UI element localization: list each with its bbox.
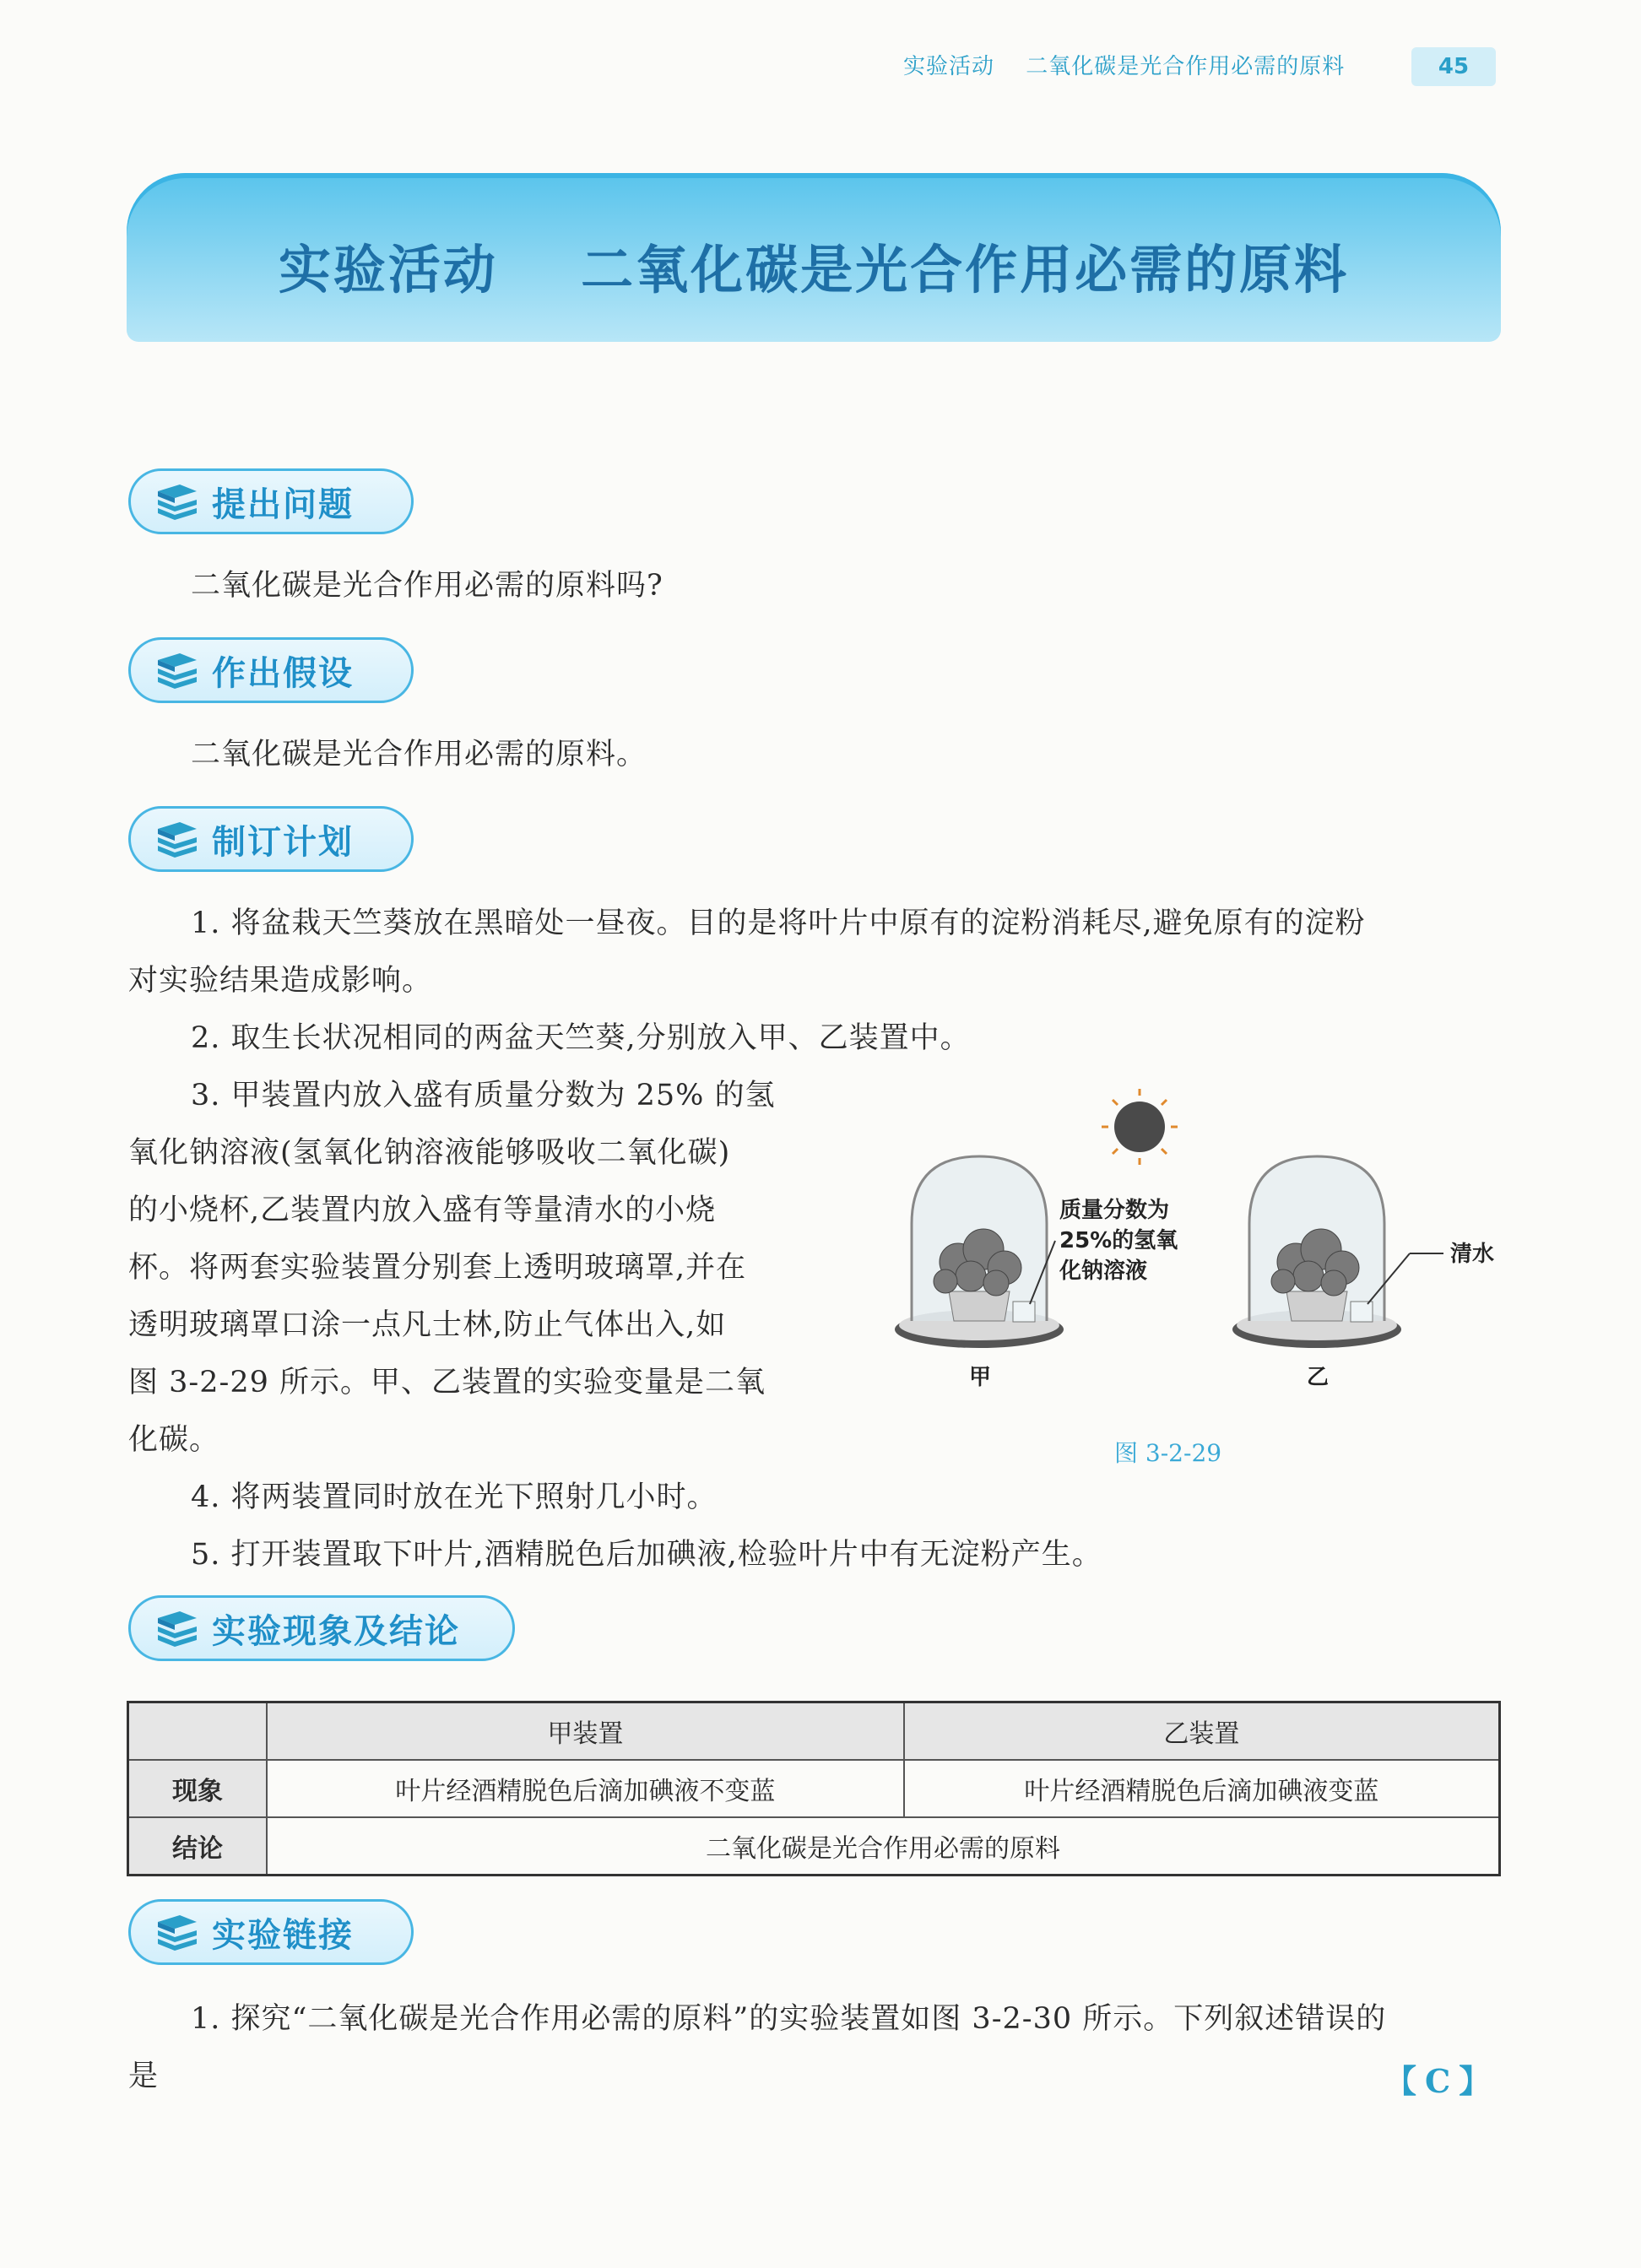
section-heading-result	[128, 1595, 515, 1661]
result-table	[127, 1701, 1501, 1876]
table-cell: 叶片经酒精脱色后滴加碘液变蓝	[904, 1760, 1500, 1817]
page-title: 实验活动 二氧化碳是光合作用必需的原料	[278, 239, 1350, 300]
apparatus-b	[1232, 1156, 1401, 1348]
answer-close: 】	[1459, 2062, 1500, 2100]
figure-caption: 图 3-2-29	[1114, 1439, 1222, 1467]
plan-step-3-line: 透明玻璃罩口涂一点凡士林,防止气体出入,如	[128, 1308, 727, 1342]
table-row-head-phenomenon: 现象	[128, 1760, 268, 1817]
label-water: 清水	[1450, 1242, 1495, 1267]
section-heading-hypothesis	[128, 637, 414, 703]
plan-step-3-line: 化碳。	[128, 1423, 220, 1457]
table-header-b: 乙装置	[904, 1702, 1500, 1761]
section-heading-label: 实验现象及结论	[212, 1611, 460, 1651]
hypothesis-text: 二氧化碳是光合作用必需的原料。	[191, 738, 647, 771]
section-heading-label: 制订计划	[212, 822, 354, 862]
link-question-line-2: 是	[128, 2060, 160, 2093]
section-heading-label: 作出假设	[212, 653, 354, 693]
running-header	[903, 49, 1368, 80]
plan-step-4: 4. 将两装置同时放在光下照射几小时。	[191, 1480, 718, 1514]
table-row-head-conclusion: 结论	[128, 1817, 268, 1876]
header-chapter: 二氧化碳是光合作用必需的原料	[1026, 54, 1346, 79]
table-cell: 叶片经酒精脱色后滴加碘液不变蓝	[267, 1760, 904, 1817]
label-naoh-line-2: 25%的氢氧	[1059, 1228, 1178, 1253]
plan-step-3-line: 3. 甲装置内放入盛有质量分数为 25% 的氢	[191, 1079, 776, 1112]
plan-step-2: 2. 取生长状况相同的两盆天竺葵,分别放入甲、乙装置中。	[191, 1021, 971, 1055]
table-row	[128, 1760, 1500, 1817]
section-heading-link	[128, 1899, 414, 1965]
book-stack-icon	[154, 1913, 200, 1951]
book-stack-icon	[154, 652, 200, 689]
table-corner	[128, 1702, 268, 1761]
table-row	[128, 1702, 1500, 1761]
page-number: 45	[1411, 47, 1496, 86]
plan-step-3-line: 杯。将两套实验装置分别套上透明玻璃罩,并在	[128, 1251, 747, 1285]
table-cell: 二氧化碳是光合作用必需的原料	[267, 1817, 1500, 1876]
plan-step-3-line: 的小烧杯,乙装置内放入盛有等量清水的小烧	[128, 1194, 717, 1227]
section-heading-question	[128, 468, 414, 534]
section-heading-label: 实验链接	[212, 1915, 354, 1955]
plan-step-5: 5. 打开装置取下叶片,酒精脱色后加碘液,检验叶片中有无淀粉产生。	[191, 1538, 1102, 1572]
question-text: 二氧化碳是光合作用必需的原料吗?	[191, 569, 663, 603]
plan-step-1-line-2: 对实验结果造成影响。	[128, 964, 433, 998]
plan-step-3-line: 氧化钠溶液(氢氧化钠溶液能够吸收二氧化碳)	[128, 1136, 731, 1170]
sun-icon	[1102, 1089, 1178, 1165]
section-heading-label: 提出问题	[212, 484, 354, 524]
section-heading-plan	[128, 806, 414, 872]
label-naoh-line-3: 化钠溶液	[1059, 1258, 1148, 1284]
link-question-line-1: 1. 探究“二氧化碳是光合作用必需的原料”的实验装置如图 3-2-30 所示。下列叙述错误的	[191, 2002, 1387, 2036]
answer-bracket	[1384, 2055, 1499, 2102]
book-stack-icon	[154, 1610, 200, 1647]
answer-value: C	[1425, 2062, 1460, 2100]
label-apparatus-a: 甲	[969, 1365, 992, 1390]
book-stack-icon	[154, 820, 200, 858]
table-header-a: 甲装置	[267, 1702, 904, 1761]
book-stack-icon	[154, 483, 200, 520]
label-naoh-line-1: 质量分数为	[1059, 1198, 1170, 1223]
header-section: 实验活动	[903, 54, 995, 79]
label-apparatus-b: 乙	[1307, 1365, 1330, 1390]
answer-open: 【	[1384, 2062, 1426, 2100]
table-row	[128, 1817, 1500, 1876]
apparatus-a	[895, 1156, 1064, 1348]
plan-step-1-line-1: 1. 将盆栽天竺葵放在黑暗处一昼夜。目的是将叶片中原有的淀粉消耗尽,避免原有的淀粉	[191, 907, 1366, 940]
plan-step-3-line: 图 3-2-29 所示。甲、乙装置的实验变量是二氧	[128, 1366, 766, 1399]
experiment-figure	[878, 1080, 1553, 1486]
